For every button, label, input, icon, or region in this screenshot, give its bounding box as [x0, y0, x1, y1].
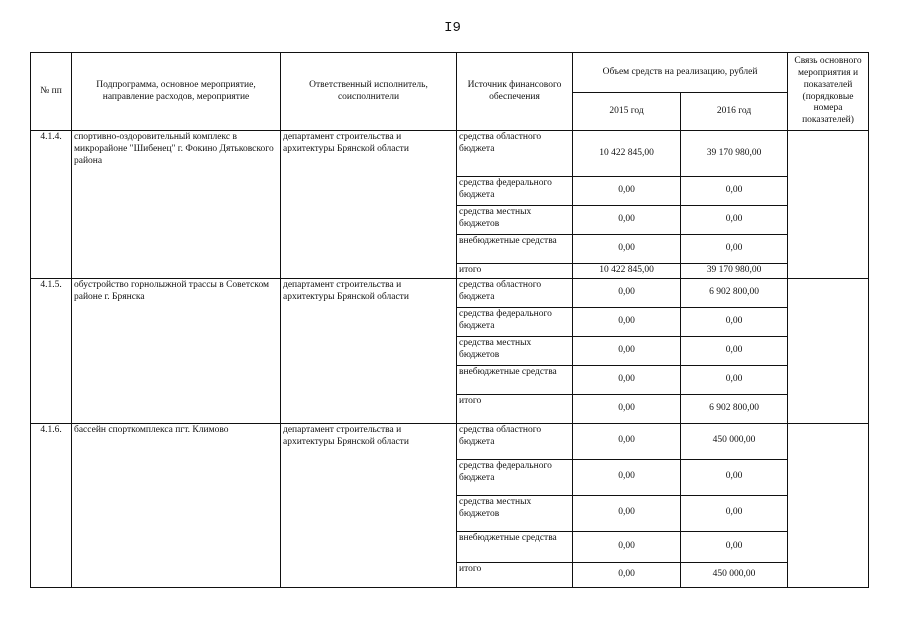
source-total: итого [457, 562, 573, 587]
value-2016: 39 170 980,00 [681, 131, 788, 177]
source-extrabudget: внебюджетные средства [457, 531, 573, 562]
value-2015: 0,00 [573, 495, 681, 531]
project-code: 4.1.6. [31, 423, 72, 587]
project-code: 4.1.5. [31, 278, 72, 423]
page-number: I9 [444, 20, 461, 36]
source-local: средства местных бюджетов [457, 206, 573, 235]
source-regional: средства областного бюджета [457, 131, 573, 177]
value-2016: 0,00 [681, 495, 788, 531]
source-federal: средства федерального бюджета [457, 177, 573, 206]
source-federal: средства федерального бюджета [457, 307, 573, 336]
header-executor: Ответственный исполнитель, соисполнители [281, 53, 457, 131]
project-4-1-5 [31, 278, 869, 423]
value-2015: 0,00 [573, 531, 681, 562]
source-local: средства местных бюджетов [457, 336, 573, 365]
value-2015: 0,00 [573, 177, 681, 206]
value-2015: 0,00 [573, 235, 681, 264]
header-source: Источник финансового обеспечения [457, 53, 573, 131]
total-2015: 0,00 [573, 562, 681, 587]
source-extrabudget: внебюджетные средства [457, 235, 573, 264]
header-num: № пп [31, 53, 72, 131]
value-2016: 0,00 [681, 336, 788, 365]
header-program: Подпрограмма, основное мероприятие, направление расходов, мероприятие [72, 53, 281, 131]
header-link: Связь основного мероприятия и показателей (порядковые номера показателей) [788, 53, 869, 131]
header-2015: 2015 год [573, 93, 681, 131]
project-code: 4.1.4. [31, 131, 72, 279]
project-name: обустройство горнолыжной трассы в Советском районе г. Брянска [72, 278, 281, 423]
link-cell [788, 278, 869, 423]
project-4-1-4 [31, 131, 869, 279]
header-2016: 2016 год [681, 93, 788, 131]
value-2015: 0,00 [573, 459, 681, 495]
value-2016: 450 000,00 [681, 423, 788, 459]
value-2016: 6 902 800,00 [681, 278, 788, 307]
header-volume: Объем средств на реализацию, рублей [573, 53, 788, 93]
source-extrabudget: внебюджетные средства [457, 365, 573, 394]
link-cell [788, 131, 869, 279]
value-2015: 0,00 [573, 307, 681, 336]
project-executor: департамент строительства и архитектуры Брянской области [281, 423, 457, 587]
source-total: итого [457, 264, 573, 279]
value-2016: 0,00 [681, 531, 788, 562]
link-cell [788, 423, 869, 587]
project-name: спортивно-оздоровительный комплекс в микрорайоне "Шибенец" г. Фокино Дятьковского района [72, 131, 281, 279]
project-4-1-6 [31, 423, 869, 587]
total-2016: 450 000,00 [681, 562, 788, 587]
value-2016: 0,00 [681, 307, 788, 336]
value-2016: 0,00 [681, 177, 788, 206]
value-2016: 0,00 [681, 206, 788, 235]
value-2015: 0,00 [573, 278, 681, 307]
project-executor: департамент строительства и архитектуры Брянской области [281, 131, 457, 279]
total-2016: 6 902 800,00 [681, 394, 788, 423]
value-2016: 0,00 [681, 365, 788, 394]
total-2016: 39 170 980,00 [681, 264, 788, 279]
budget-table [30, 52, 869, 588]
source-federal: средства федерального бюджета [457, 459, 573, 495]
value-2015: 0,00 [573, 423, 681, 459]
value-2015: 0,00 [573, 365, 681, 394]
value-2015: 0,00 [573, 206, 681, 235]
source-regional: средства областного бюджета [457, 423, 573, 459]
project-name: бассейн спорткомплекса пгт. Климово [72, 423, 281, 587]
source-total: итого [457, 394, 573, 423]
value-2015: 10 422 845,00 [573, 131, 681, 177]
source-regional: средства областного бюджета [457, 278, 573, 307]
project-executor: департамент строительства и архитектуры Брянской области [281, 278, 457, 423]
total-2015: 0,00 [573, 394, 681, 423]
value-2015: 0,00 [573, 336, 681, 365]
total-2015: 10 422 845,00 [573, 264, 681, 279]
value-2016: 0,00 [681, 459, 788, 495]
source-local: средства местных бюджетов [457, 495, 573, 531]
value-2016: 0,00 [681, 235, 788, 264]
